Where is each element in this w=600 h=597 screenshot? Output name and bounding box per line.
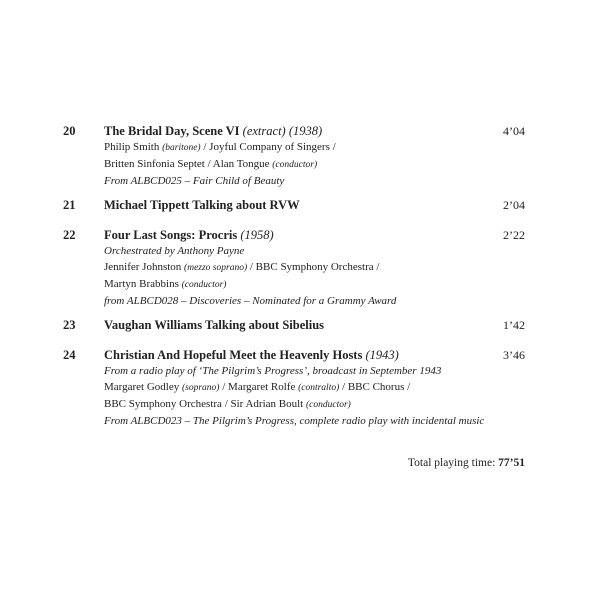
track-duration: 2’04 bbox=[503, 198, 525, 212]
total-label: Total playing time: bbox=[407, 457, 499, 469]
track-title-text: Michael Tippett Talking about RVW bbox=[104, 198, 300, 212]
track-title-text: Christian And Hopeful Meet the Heavenly Hosts bbox=[104, 348, 363, 362]
track-title bbox=[104, 228, 484, 243]
orchestration-note bbox=[104, 243, 524, 259]
credit-note: from ALBCD028 – Discoveries – Nominated for a Grammy Award bbox=[104, 295, 397, 307]
broadcast-note bbox=[104, 363, 524, 379]
track-duration: 4’04 bbox=[503, 124, 525, 138]
track-number: 21 bbox=[63, 198, 76, 212]
credit-performer: Britten Sinfonia Septet / Alan Tongue bbox=[104, 158, 273, 170]
track-duration: 3’46 bbox=[503, 348, 525, 362]
total-playing-time bbox=[408, 456, 525, 471]
credit-role: (mezzo soprano) bbox=[184, 263, 248, 273]
source-album-note bbox=[104, 173, 524, 189]
track-title bbox=[104, 198, 484, 213]
credit-performer: Philip Smith bbox=[104, 141, 163, 153]
credit-role: (soprano) bbox=[182, 383, 220, 393]
total-value: 77’51 bbox=[498, 457, 525, 469]
credit-line bbox=[104, 259, 524, 276]
track-title bbox=[104, 348, 484, 363]
credit-line bbox=[104, 396, 524, 413]
credit-performer: Margaret Godley bbox=[104, 381, 182, 393]
credit-performer: / BBC Chorus / bbox=[339, 381, 411, 393]
track-title bbox=[104, 124, 484, 139]
track-title-text: The Bridal Day, Scene VI bbox=[104, 124, 240, 138]
credit-note: From ALBCD023 – The Pilgrim’s Progress, complete radio play with incidental music bbox=[104, 415, 485, 427]
track-title bbox=[104, 318, 484, 333]
credit-role: (contralto) bbox=[298, 383, 340, 393]
track-duration: 1’42 bbox=[503, 318, 525, 332]
track-number: 23 bbox=[63, 318, 76, 332]
credit-performer: BBC Symphony Orchestra / Sir Adrian Boult bbox=[104, 398, 306, 410]
track-title-text: Four Last Songs: Procris bbox=[104, 228, 238, 242]
credit-note: Orchestrated by Anthony Payne bbox=[104, 245, 245, 257]
credit-line bbox=[104, 156, 524, 173]
credit-performer: Jennifer Johnston bbox=[104, 261, 185, 273]
track-number: 24 bbox=[63, 348, 76, 362]
track-number: 20 bbox=[63, 124, 76, 138]
track-title-extra: (1943) bbox=[365, 348, 399, 362]
credit-role: (conductor) bbox=[272, 160, 318, 170]
credit-line bbox=[104, 379, 524, 396]
credit-line bbox=[104, 139, 524, 156]
track-credits bbox=[104, 243, 524, 309]
credit-role: (baritone) bbox=[162, 143, 201, 153]
credit-performer: / Joyful Company of Singers / bbox=[200, 141, 336, 153]
source-album-note bbox=[104, 413, 524, 429]
track-duration: 2’22 bbox=[503, 228, 525, 242]
credit-role: (conductor) bbox=[181, 280, 227, 290]
source-album-note bbox=[104, 293, 524, 309]
credit-performer: / Margaret Rolfe bbox=[219, 381, 299, 393]
track-credits bbox=[104, 139, 524, 189]
credit-role: (conductor) bbox=[305, 400, 351, 410]
track-title-text: Vaughan Williams Talking about Sibelius bbox=[104, 318, 325, 332]
credit-performer: Martyn Brabbins bbox=[104, 278, 182, 290]
credit-note: From a radio play of ‘The Pilgrim’s Progress’, broadcast in September 1943 bbox=[104, 365, 442, 377]
track-title-extra: (extract) (1938) bbox=[242, 124, 323, 138]
track-title-extra: (1958) bbox=[240, 228, 274, 242]
credit-performer: / BBC Symphony Orchestra / bbox=[247, 261, 380, 273]
track-credits bbox=[104, 363, 524, 429]
track-number: 22 bbox=[63, 228, 76, 242]
credit-note: From ALBCD025 – Fair Child of Beauty bbox=[104, 175, 285, 187]
credit-line bbox=[104, 276, 524, 293]
